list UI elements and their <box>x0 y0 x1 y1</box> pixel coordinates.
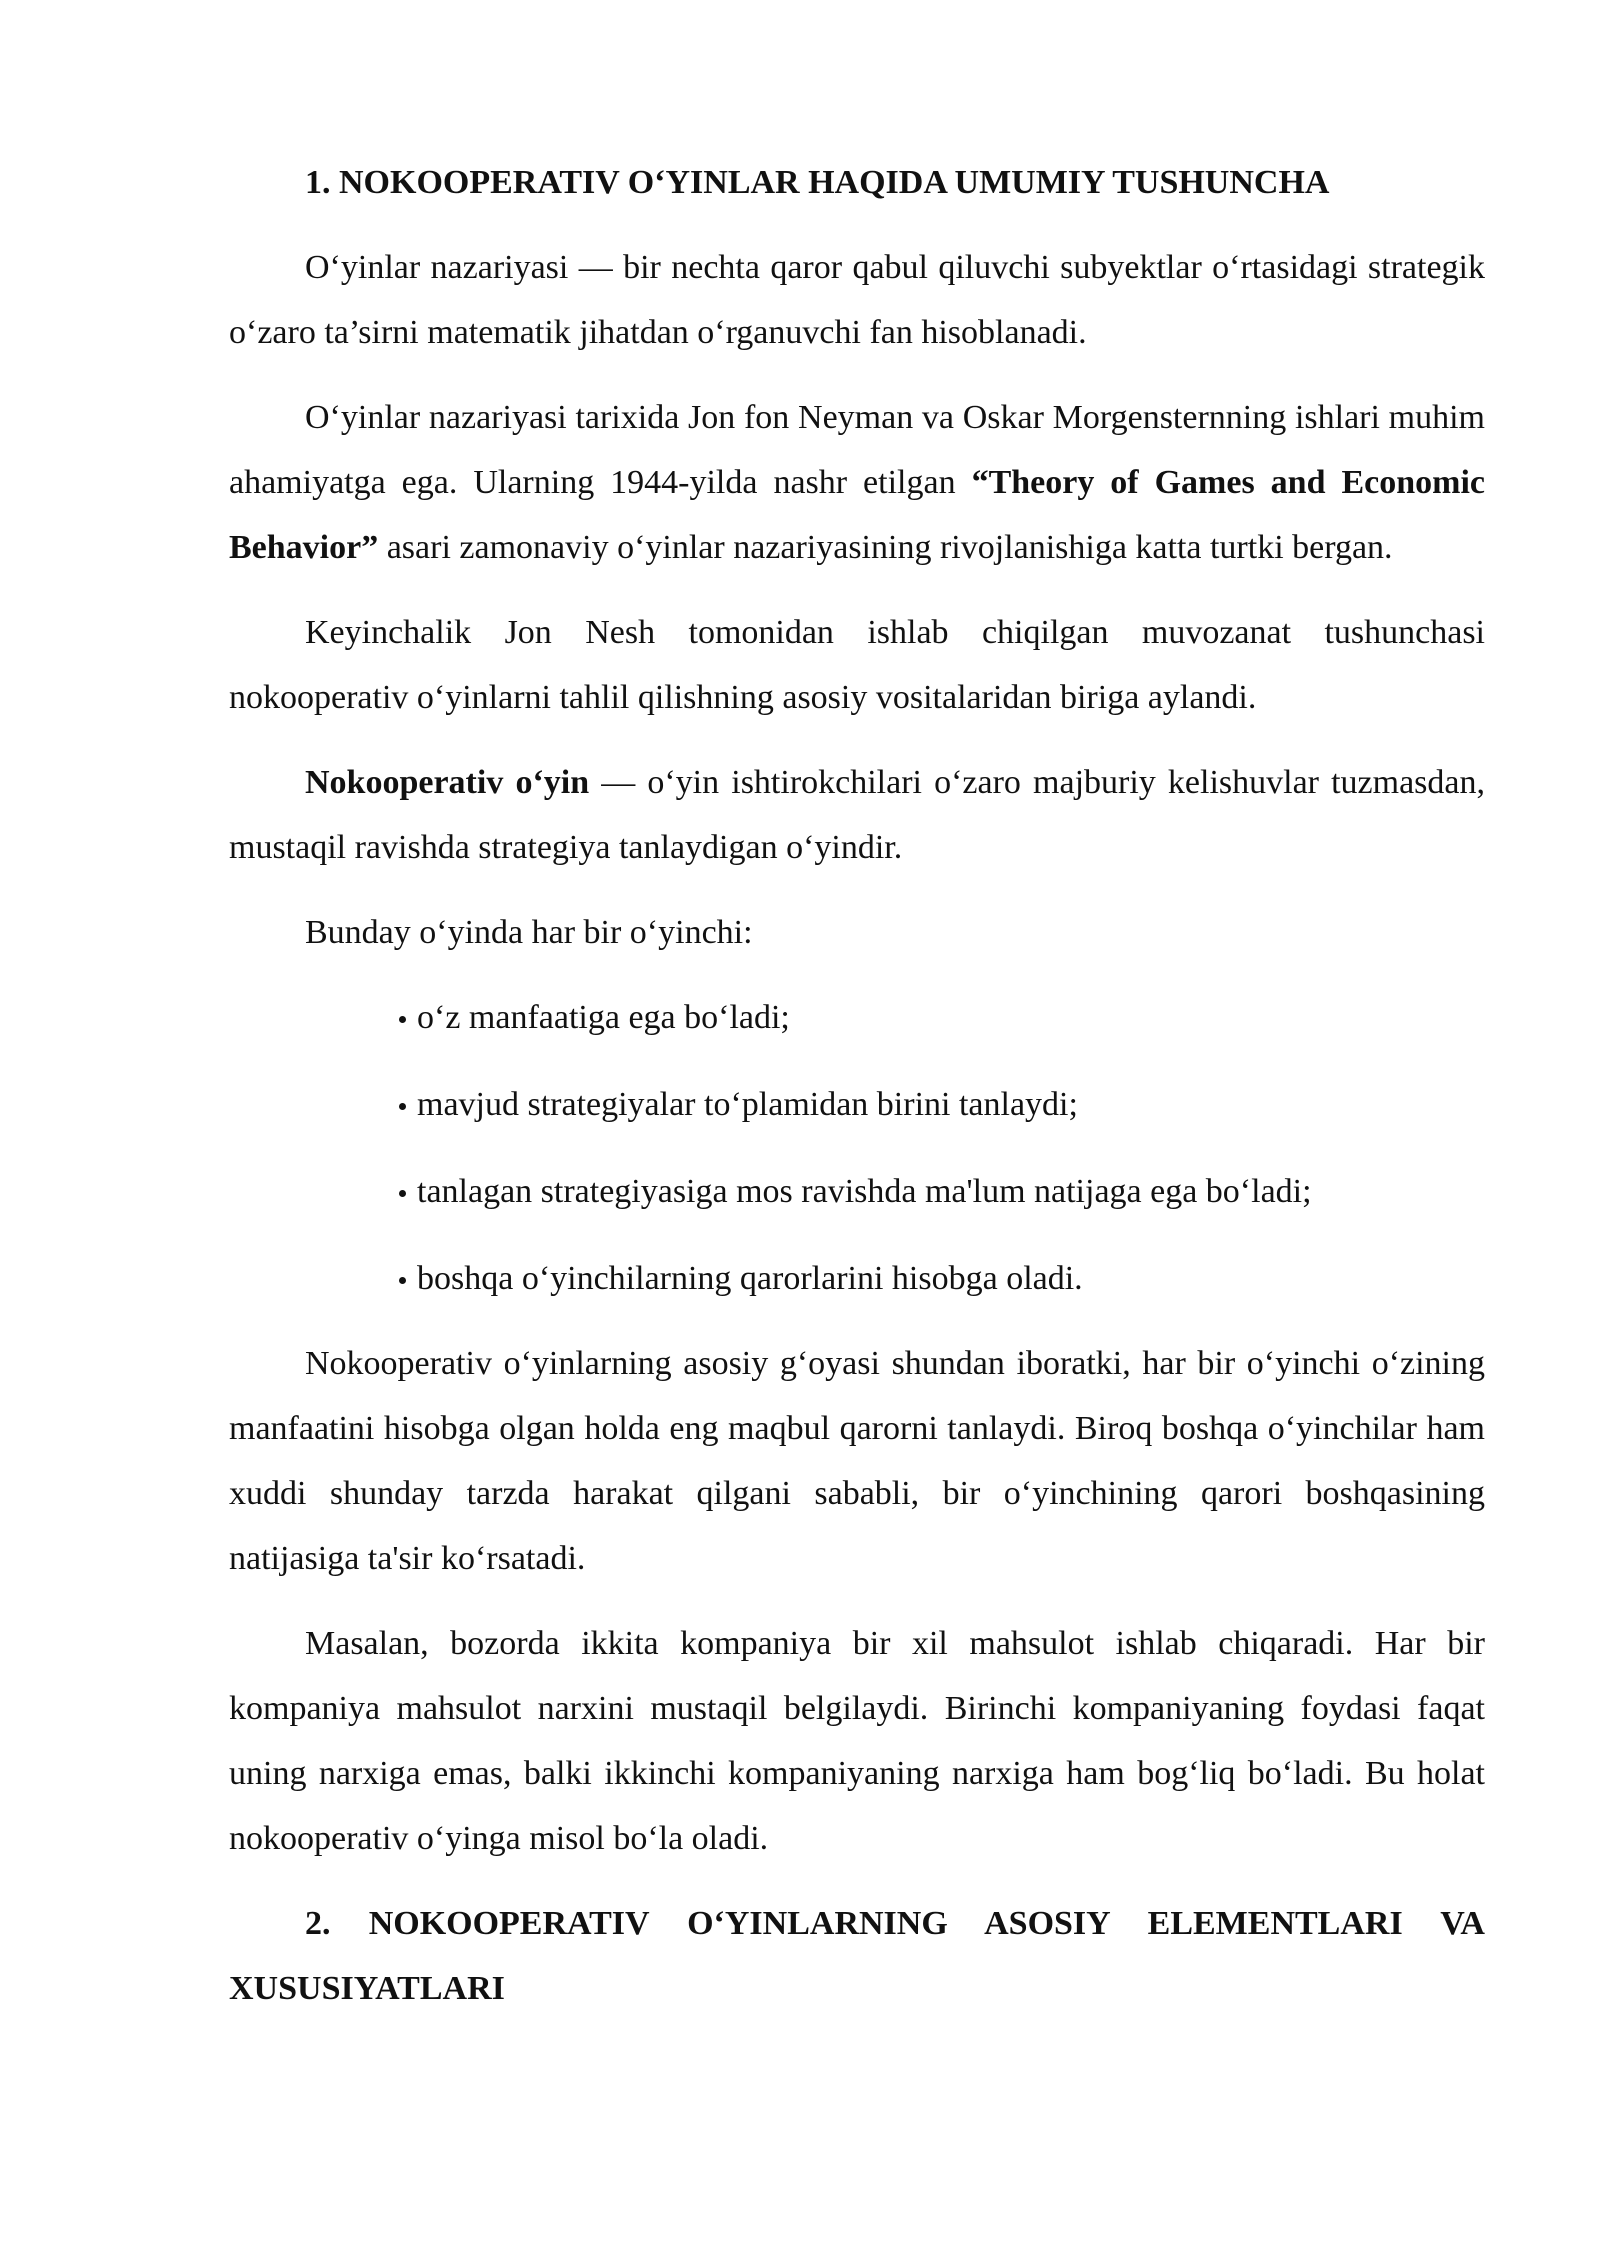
section-1-heading: 1. NOKOOPERATIV O‘YINLAR HAQIDA UMUMIY TUSHUNCHA <box>305 164 1330 201</box>
bullet-icon <box>399 1103 406 1110</box>
bullet-icon <box>399 1277 406 1284</box>
list-item <box>399 1159 1485 1224</box>
paragraph-history <box>229 385 1485 580</box>
list-item <box>399 1072 1485 1137</box>
paragraph-example <box>229 1611 1485 1871</box>
paragraph-text: — o‘yin ishtirokchilari o‘zaro majburiy kelishuvlar tuzmasdan, mustaqil ravishda strategiya tanlaydigan o‘yindir. <box>229 764 1485 866</box>
paragraph-text: O‘yinlar nazariyasi tarixida Jon fon Neyman va Oskar Morgensternning ishlari muhim ahamiyatga ega. Ularning 1944-yilda nashr etilgan <box>229 399 1485 501</box>
document-page <box>229 150 1485 2041</box>
list-item <box>399 985 1485 1050</box>
paragraph-text: Nokooperativ o‘yinlarning asosiy g‘oyasi shundan iboratki, har bir o‘yinchi o‘zining manfaatini hisobga olgan holda eng maqbul qarorni tanlaydi. Biroq boshqa o‘yinchilar ham xuddi shunday tarzda harakat qilgani sababli, bir o‘yinchining qarori boshqasining natijasiga ta'sir ko‘rsatadi. <box>229 1345 1485 1577</box>
book-title: “Theory of Games and Economic Behavior” <box>229 464 1485 566</box>
paragraph-noncooperative-definition <box>229 750 1485 880</box>
paragraph-text: Keyinchalik Jon Nesh tomonidan ishlab chiqilgan muvozanat tushunchasi nokooperativ o‘yinlarni tahlil qilishning asosiy vositalaridan biriga aylandi. <box>229 614 1485 716</box>
list-item <box>399 1246 1485 1311</box>
list-item-text: mavjud strategiyalar to‘plamidan birini tanlaydi; <box>417 1086 1078 1123</box>
term-noncooperative-game: Nokooperativ o‘yin <box>305 764 590 801</box>
paragraph-text: O‘yinlar nazariyasi — bir nechta qaror qabul qiluvchi subyektlar o‘rtasidagi strategik o‘zaro ta’sirni matematik jihatdan o‘rganuvchi fan hisoblanadi. <box>229 249 1485 351</box>
paragraph-text: Masalan, bozorda ikkita kompaniya bir xil mahsulot ishlab chiqaradi. Har bir kompaniya mahsulot narxini mustaqil belgilaydi. Birinchi kompaniyaning foydasi faqat uning narxiga emas, balki ikkinchi kompaniyaning narxiga ham bog‘liq bo‘ladi. Bu holat nokooperativ o‘yinga misol bo‘la oladi. <box>229 1625 1485 1857</box>
paragraph-nash <box>229 600 1485 730</box>
paragraph-text: asari zamonaviy o‘yinlar nazariyasining rivojlanishiga katta turtki bergan. <box>378 529 1393 566</box>
player-properties-list <box>229 985 1485 1311</box>
paragraph-player-intro <box>229 900 1485 965</box>
list-item-text: o‘z manfaatiga ega bo‘ladi; <box>417 999 790 1036</box>
paragraph-main-idea <box>229 1331 1485 1591</box>
paragraph-text: Bunday o‘yinda har bir o‘yinchi: <box>305 914 753 951</box>
list-item-text: tanlagan strategiyasiga mos ravishda ma'lum natijaga ega bo‘ladi; <box>417 1173 1312 1210</box>
paragraph-game-theory-definition <box>229 235 1485 365</box>
bullet-icon <box>399 1016 406 1023</box>
section-2-heading: 2. NOKOOPERATIV O‘YINLARNING ASOSIY ELEMENTLARI VA XUSUSIYATLARI <box>229 1905 1485 2007</box>
list-item-text: boshqa o‘yinchilarning qarorlarini hisobga oladi. <box>417 1260 1083 1297</box>
bullet-icon <box>399 1190 406 1197</box>
